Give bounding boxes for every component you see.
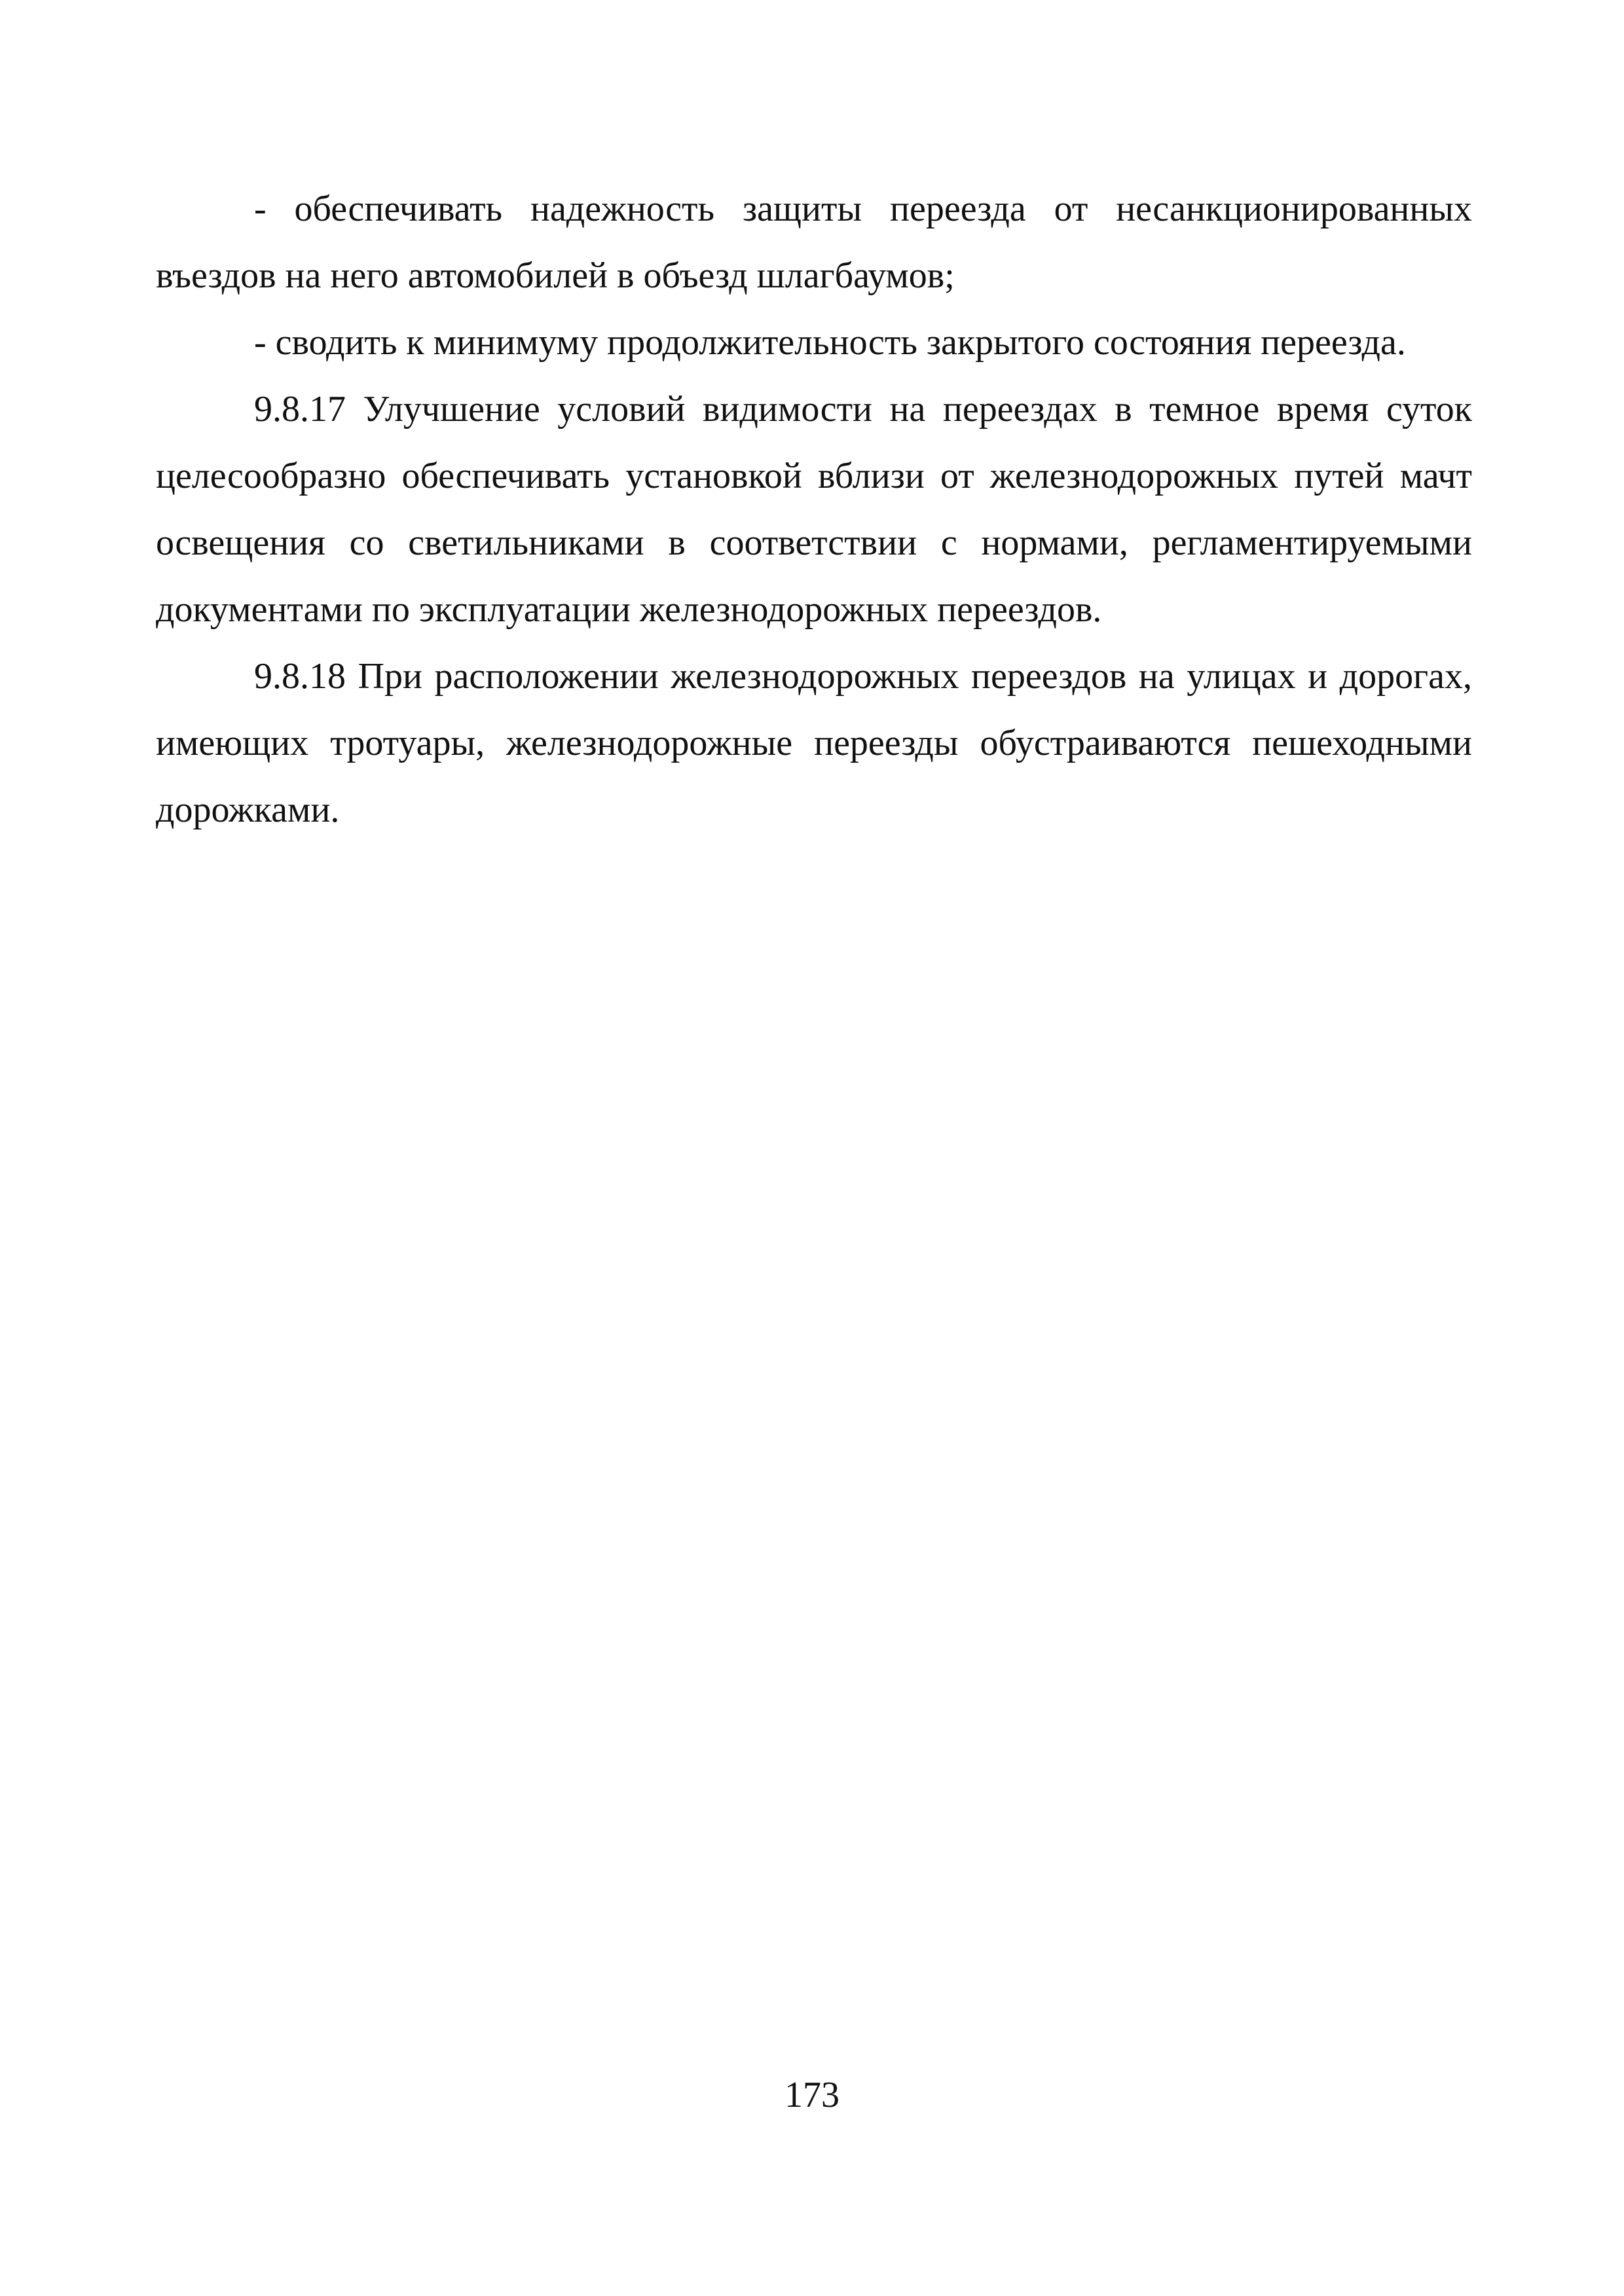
paragraph-closed-duration: - сводить к минимуму продолжительность закрытого состояния переезда. [254,322,1406,363]
paragraph-barrier-protection: - обеспечивать надежность защиты переезда от несанкционированных въездов на него автомобилей в объезд шлагбаумов; [156,189,1472,296]
paragraph-9-8-17: 9.8.17 Улучшение условий видимости на переездах в темное время суток целесообразно обеспечивать установкой вблизи от железнодорожных путей мачт освещения со светильниками в соответствии с нормами, регламентируемыми документами по эксплуатации железнодорожных переездов. [156,389,1472,630]
body-text [156,175,1472,843]
page-number: 173 [784,2075,840,2115]
paragraph-9-8-18: 9.8.18 При расположении железнодорожных переездов на улицах и дорогах, имеющих тротуары, железнодорожные переезды обустраиваются пешеходными дорожками. [156,656,1472,830]
